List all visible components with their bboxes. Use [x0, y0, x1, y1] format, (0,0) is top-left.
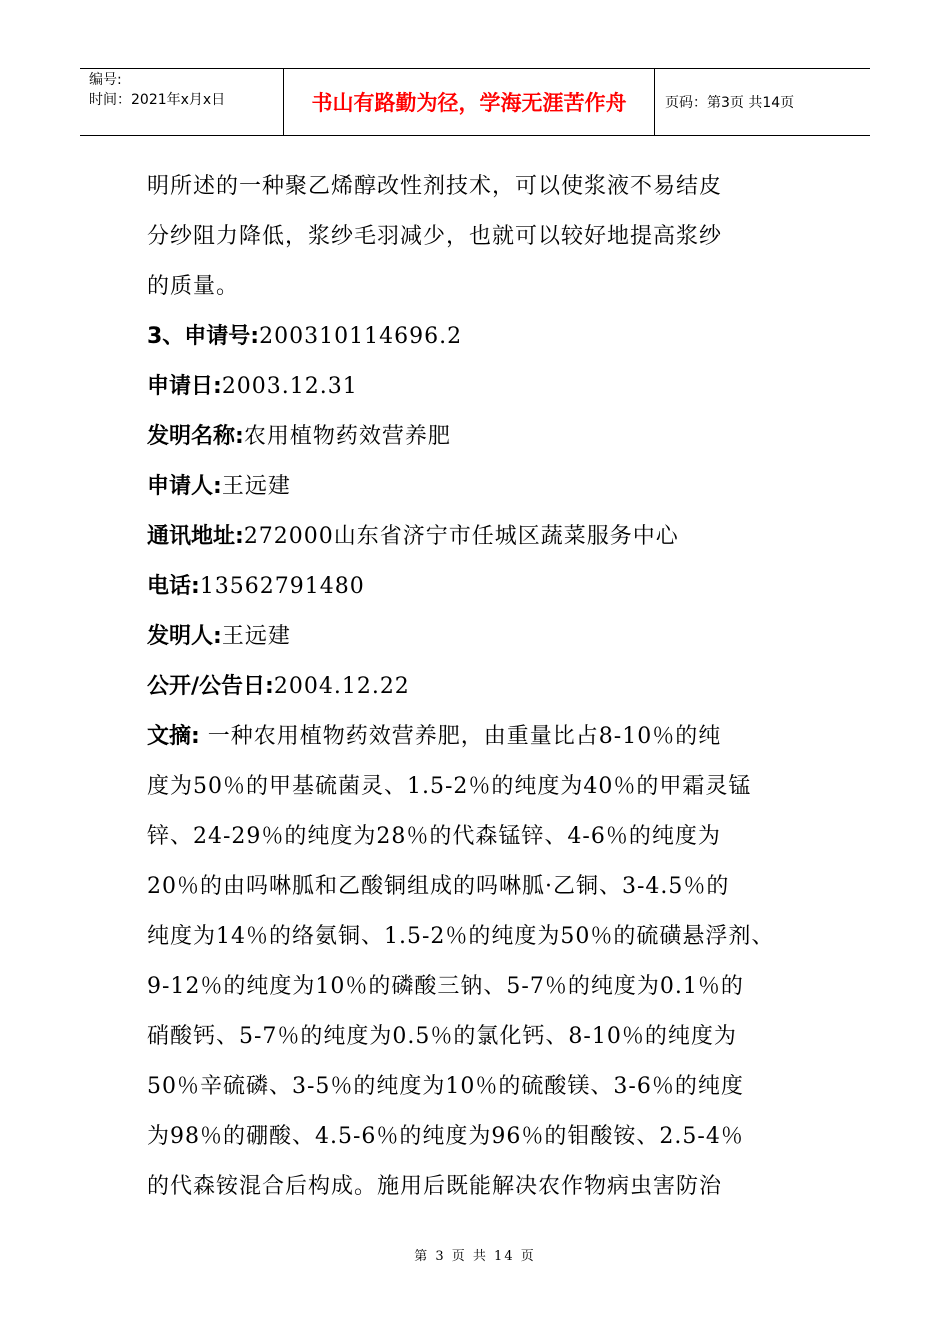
field-applicant [147, 462, 812, 512]
abstract-line: 纯度为14％的络氨铜、1.5-2％的纯度为50％的硫磺悬浮剂、 [147, 924, 775, 949]
abstract-line: 度为50％的甲基硫菌灵、1.5-2％的纯度为40％的甲霜灵锰 [147, 774, 752, 799]
field-label: 申请日: [147, 374, 222, 399]
abstract-label: 文摘: [147, 724, 200, 749]
field-application-date [147, 362, 812, 412]
field-value: 王远建 [221, 624, 291, 649]
field-value: 2003.12.31 [221, 374, 358, 399]
field-value: 农用植物药效营养肥 [243, 424, 451, 449]
body-text-line: 分纱阻力降低，浆纱毛羽减少，也就可以较好地提高浆纱 [147, 224, 723, 249]
field-inventor [147, 612, 812, 662]
abstract-line: 50％辛硫磷、3-5％的纯度为10％的硫酸镁、3-6％的纯度 [147, 1074, 744, 1099]
field-label: 3、申请号: [147, 324, 260, 349]
field-value: 200310114696.2 [259, 324, 463, 349]
page-footer: 第 3 页 共 14 页 [414, 1249, 536, 1264]
field-address [147, 512, 812, 562]
abstract-line: 为98％的硼酸、4.5-6％的纯度为96％的钼酸铵、2.5-4％ [147, 1124, 744, 1149]
abstract-line: 20％的由吗啉胍和乙酸铜组成的吗啉胍·乙铜、3-4.5％的 [147, 874, 730, 899]
abstract-first-line [147, 712, 812, 762]
header-page-info: 页码：第3页 共14页 [665, 95, 795, 111]
abstract-line: 硝酸钙、5-7％的纯度为0.5％的氯化钙、8-10％的纯度为 [147, 1024, 737, 1049]
body-text-line: 明所述的一种聚乙烯醇改性剂技术，可以使浆液不易结皮 [147, 174, 723, 199]
header-meta [80, 69, 283, 135]
field-label: 发明人: [147, 624, 222, 649]
field-label: 发明名称: [147, 424, 244, 449]
abstract-line: 9-12％的纯度为10％的磷酸三钠、5-7％的纯度为0.1％的 [147, 974, 744, 999]
field-label: 公开/公告日: [147, 674, 274, 699]
field-value: 272000山东省济宁市任城区蔬菜服务中心 [243, 524, 679, 549]
field-publication-date [147, 662, 812, 712]
field-invention-title [147, 412, 812, 462]
document-body [147, 162, 812, 1212]
page-header [80, 68, 870, 136]
field-label: 通讯地址: [147, 524, 244, 549]
field-label: 电话: [147, 574, 200, 599]
abstract-line: 的代森铵混合后构成。施用后既能解决农作物病虫害防治 [147, 1174, 723, 1199]
body-text-line: 的质量。 [147, 274, 240, 299]
field-phone [147, 562, 812, 612]
abstract-line: 锌、24-29％的纯度为28％的代森锰锌、4-6％的纯度为 [147, 824, 721, 849]
field-value: 13562791480 [199, 574, 365, 599]
field-value: 2004.12.22 [273, 674, 410, 699]
field-application-number [147, 312, 812, 362]
field-value: 王远建 [221, 474, 291, 499]
header-motto: 书山有路勤为径，学海无涯苦作舟 [283, 69, 655, 135]
document-date-label: 时间：2021年x月x日 [89, 92, 226, 108]
document-number-label: 编号: [89, 72, 122, 88]
field-label: 申请人: [147, 474, 222, 499]
abstract-text: 一种农用植物药效营养肥，由重量比占8-10％的纯 [199, 724, 722, 749]
